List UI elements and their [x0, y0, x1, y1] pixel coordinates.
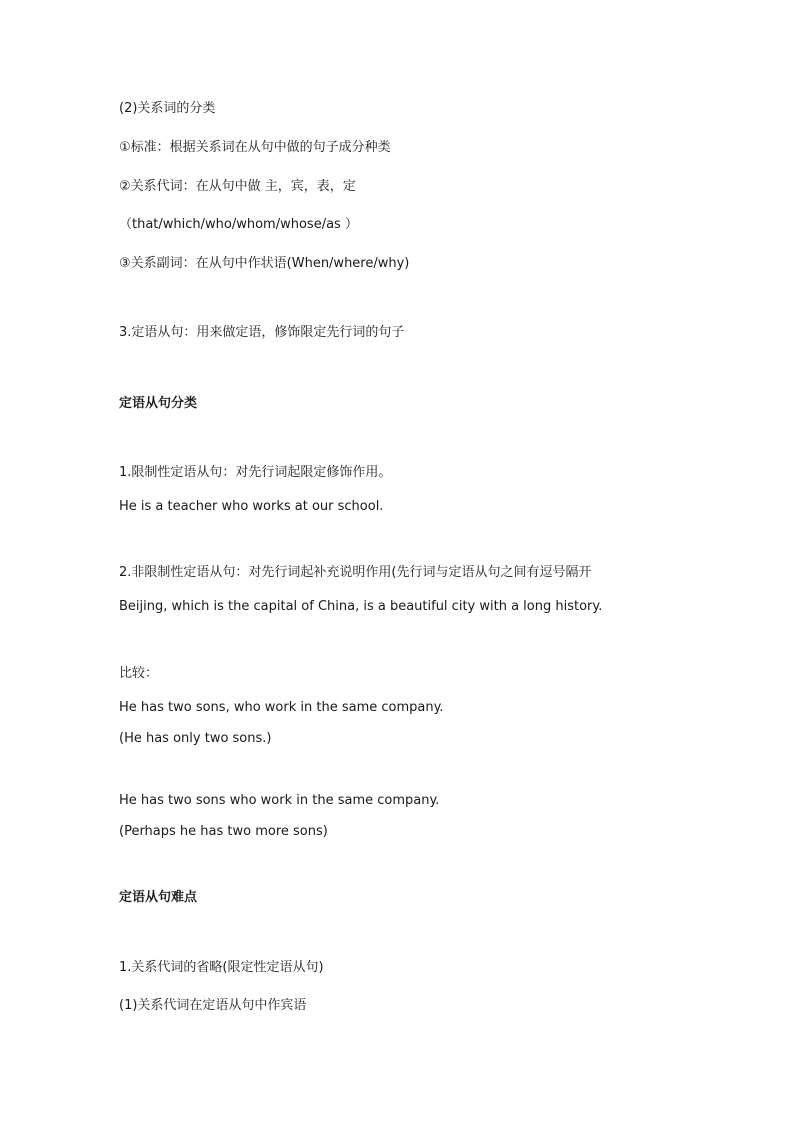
comparison-note-1: (He has only two sons.): [119, 731, 272, 746]
section-heading-classification: 定语从句分类: [119, 396, 198, 411]
non-restrictive-clause-example: Beijing, which is the capital of China, is a beautiful city with a long history.: [119, 599, 603, 614]
classification-standard-text: ①标准：根据关系词在从句中做的句子成分种类: [119, 140, 391, 155]
comparison-note-2: (Perhaps he has two more sons): [119, 824, 328, 839]
restrictive-clause-text: 1.限制性定语从句：对先行词起限定修饰作用。: [119, 465, 392, 480]
relative-adverb-text: ③关系副词：在从句中作状语(When/where/why): [119, 256, 410, 271]
pronoun-as-object-text: (1)关系代词在定语从句中作宾语: [119, 998, 307, 1013]
restrictive-clause-example: He is a teacher who works at our school.: [119, 499, 384, 514]
relative-pronoun-text: ②关系代词：在从句中做 主，宾，表，定: [119, 179, 356, 194]
relative-word-classification-heading: (2)关系词的分类: [119, 101, 216, 116]
non-restrictive-clause-text: 2.非限制性定语从句：对先行词起补充说明作用(先行词与定语从句之间有逗号隔开: [119, 565, 592, 580]
section-heading-difficulties: 定语从句难点: [119, 890, 198, 905]
relative-pronoun-list: （that/which/who/whom/whose/as ）: [119, 217, 358, 232]
comparison-example-1: He has two sons, who work in the same company.: [119, 700, 444, 715]
comparison-example-2: He has two sons who work in the same company.: [119, 793, 440, 808]
comparison-label: 比较：: [119, 666, 159, 681]
pronoun-omission-text: 1.关系代词的省略(限定性定语从句): [119, 960, 324, 975]
attributive-clause-definition: 3.定语从句：用来做定语，修饰限定先行词的句子: [119, 325, 405, 340]
